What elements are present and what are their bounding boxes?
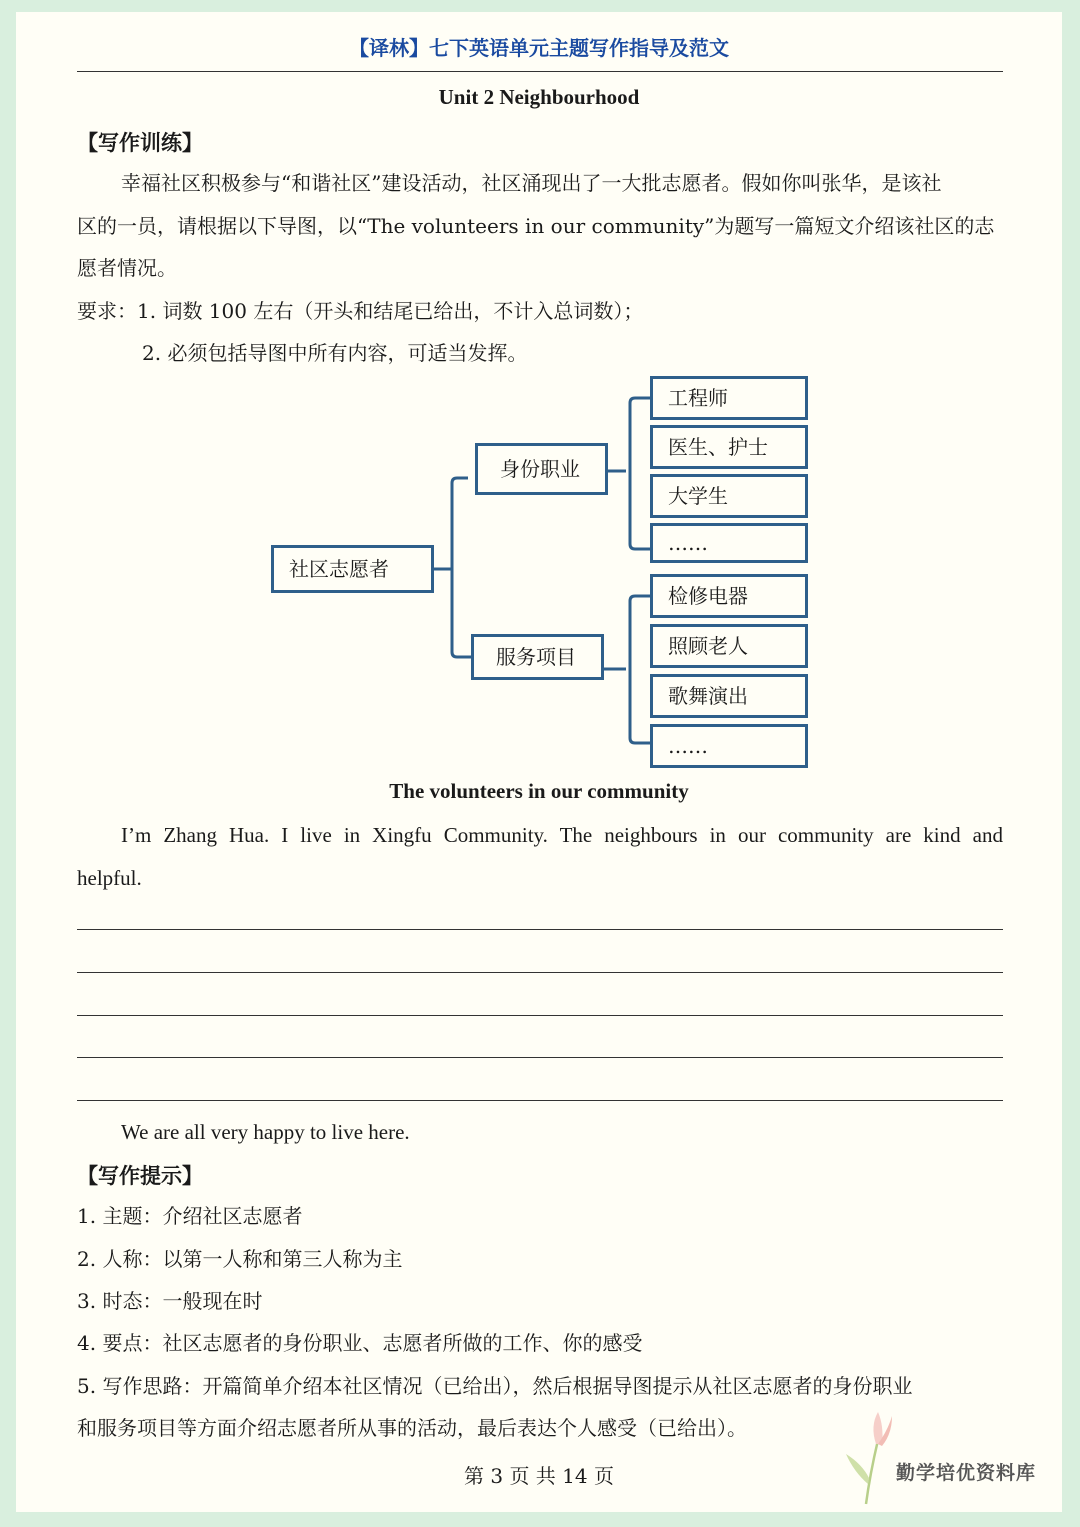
mindmap-item-label: 检修电器 [668, 584, 748, 608]
requirement-2: 2. 必须包括导图中所有内容，可适当发挥。 [142, 341, 528, 365]
mindmap-item-label: …… [668, 531, 708, 555]
mindmap-item-label: 医生、护士 [668, 435, 768, 459]
mindmap-item [650, 474, 808, 518]
mindmap-item [650, 523, 808, 563]
tip-item: 1. 主题：介绍社区志愿者 [77, 1204, 303, 1228]
mindmap-branch-services [471, 634, 604, 680]
tip-item: 和服务项目等方面介绍志愿者所从事的活动，最后表达个人感受（已给出）。 [77, 1416, 747, 1440]
essay-opening-line-2: helpful. [77, 866, 142, 890]
essay-opening-line-1: I’m Zhang Hua. I live in Xingfu Community. The neighbours in our community are kind and [121, 823, 1003, 847]
writing-line[interactable] [77, 1100, 1003, 1101]
mindmap-item-label: 照顾老人 [668, 634, 748, 658]
mindmap-item [650, 674, 808, 718]
mindmap-item-label: 歌舞演出 [668, 684, 748, 708]
writing-line[interactable] [77, 929, 1003, 930]
mindmap-branch-services-label: 服务项目 [496, 645, 576, 669]
prompt-line-2: 区的一员，请根据以下导图，以“The volunteers in our community”为题写一篇短文介绍该社区的志 [77, 214, 995, 238]
essay-closing: We are all very happy to live here. [121, 1120, 410, 1144]
mindmap-item-label: 大学生 [668, 484, 728, 508]
tip-item: 4. 要点：社区志愿者的身份职业、志愿者所做的工作、你的感受 [77, 1331, 643, 1355]
training-heading: 【写作训练】 [77, 130, 203, 155]
mindmap-item-label: 工程师 [668, 386, 728, 410]
mindmap-item [650, 425, 808, 469]
page-number: 第 3 页 共 14 页 [464, 1464, 614, 1488]
document-page [16, 12, 1062, 1512]
writing-line[interactable] [77, 972, 1003, 973]
flower-logo-icon [836, 1404, 896, 1512]
essay-title: The volunteers in our community [389, 779, 689, 803]
tip-item: 5. 写作思路：开篇简单介绍本社区情况（已给出），然后根据导图提示从社区志愿者的身份职业 [77, 1374, 913, 1398]
mindmap-root-label: 社区志愿者 [289, 557, 389, 581]
prompt-line-1: 幸福社区积极参与“和谐社区”建设活动，社区涌现出了一大批志愿者。假如你叫张华，是该社 [121, 171, 942, 195]
writing-line[interactable] [77, 1015, 1003, 1016]
tip-item: 3. 时态：一般现在时 [77, 1289, 263, 1313]
mindmap-item [650, 574, 808, 618]
tips-heading: 【写作提示】 [77, 1163, 203, 1188]
mindmap-item [650, 724, 808, 768]
prompt-line-3: 愿者情况。 [77, 256, 177, 280]
mindmap-branch-occupation-label: 身份职业 [500, 457, 580, 481]
logo-text: 勤学培优资料库 [895, 1462, 1036, 1484]
unit-title: Unit 2 Neighbourhood [438, 85, 640, 109]
mindmap-item-label: …… [668, 734, 708, 758]
mindmap-branch-occupation [475, 443, 608, 495]
requirement-1: 要求：1. 词数 100 左右（开头和结尾已给出，不计入总词数）； [77, 299, 644, 323]
mindmap-item [650, 376, 808, 420]
header-divider [77, 71, 1003, 72]
mindmap-root [271, 545, 434, 593]
header-title: 【译林】七下英语单元主题写作指导及范文 [349, 36, 729, 60]
mindmap-item [650, 624, 808, 668]
writing-line[interactable] [77, 1057, 1003, 1058]
tip-item: 2. 人称：以第一人称和第三人称为主 [77, 1247, 403, 1271]
